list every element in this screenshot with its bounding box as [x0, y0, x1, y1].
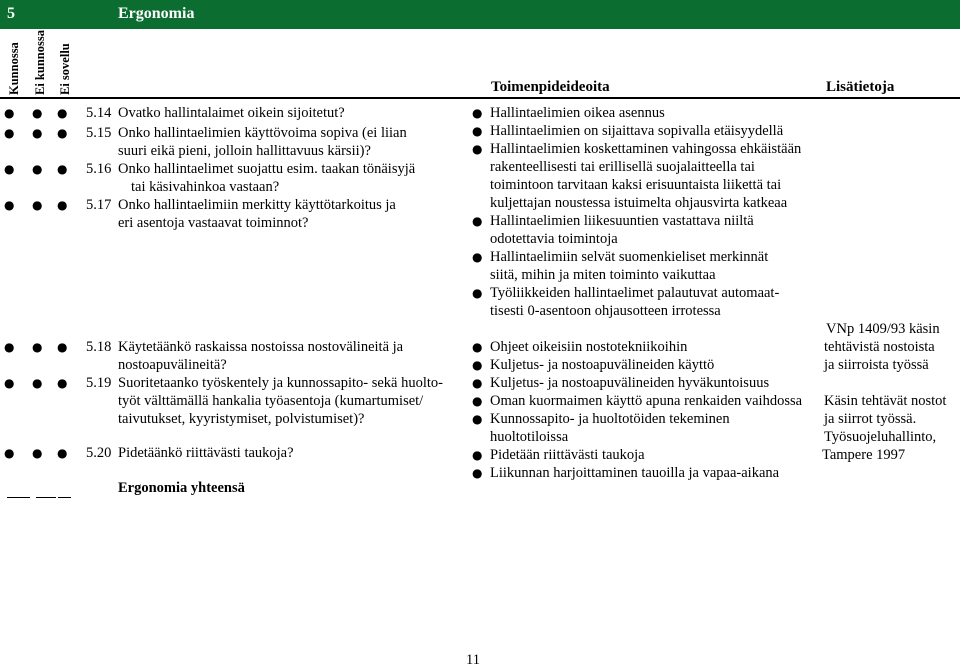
- action-bullet: ●: [472, 286, 483, 300]
- question-text-line: Onko hallintaelimet suojattu esim. taakan tönäisyjä: [118, 161, 416, 177]
- action-text: Kuljetus- ja nostoapuvälineiden käyttö: [490, 357, 715, 373]
- ei-sovellu-marker: ●: [57, 376, 68, 390]
- question-text-line: nostoapuvälineitä?: [118, 357, 227, 373]
- kunnossa-marker: ●: [4, 376, 15, 390]
- question-number: 5.15: [86, 125, 112, 141]
- action-text: rakenteellisesti tai erillisellä suojalaitteella tai: [490, 159, 755, 175]
- action-text: toimintoon tarvitaan kaksi erisuuntaista liikettä tai: [490, 177, 782, 193]
- question-number: 5.14: [86, 105, 112, 121]
- kunnossa-marker: ●: [4, 126, 15, 140]
- action-text: Hallintaelimien oikea asennus: [490, 105, 665, 121]
- question-text-line: Suoritetaanko työskentely ja kunnossapito- sekä huolto-: [118, 375, 443, 391]
- ei-kunnossa-marker: ●: [32, 106, 43, 120]
- ei-kunnossa-marker: ●: [32, 198, 43, 212]
- ei-sovellu-marker: ●: [57, 340, 68, 354]
- action-bullet: ●: [472, 412, 483, 426]
- column-header-ei-kunnossa: Ei kunnossa: [33, 30, 47, 95]
- question-number: 5.18: [86, 339, 112, 355]
- kunnossa-marker: ●: [4, 106, 15, 120]
- ei-sovellu-marker: ●: [57, 198, 68, 212]
- ei-kunnossa-marker: ●: [32, 376, 43, 390]
- column-header-toimenpideideoita: Toimenpideideoita: [491, 79, 610, 95]
- action-text: Oman kuormaimen käyttö apuna renkaiden vaihdossa: [490, 393, 803, 409]
- action-bullet: ●: [472, 106, 483, 120]
- action-bullet: ●: [472, 124, 483, 138]
- info-text-line: VNp 1409/93 käsin: [826, 321, 940, 337]
- action-text: tisesti 0-asentoon ohjausotteen irrotessa: [490, 303, 721, 319]
- action-bullet: ●: [472, 250, 483, 264]
- column-header-ei-sovellu: Ei sovellu: [58, 43, 72, 95]
- question-text-line: eri asentoja vastaavat toiminnot?: [118, 215, 309, 231]
- ei-kunnossa-marker: ●: [32, 126, 43, 140]
- question-number: 5.16: [86, 161, 112, 177]
- action-bullet: ●: [472, 466, 483, 480]
- action-text: Ohjeet oikeisiin nostotekniikoihin: [490, 339, 688, 355]
- question-text-line: Ovatko hallintalaimet oikein sijoitetut?: [118, 105, 345, 121]
- section-title: Ergonomia: [118, 5, 195, 22]
- question-text-line: Pidetäänkö riittävästi taukoja?: [118, 445, 294, 461]
- ei-sovellu-marker: ●: [57, 162, 68, 176]
- section-number: 5: [7, 5, 15, 22]
- question-number: 5.19: [86, 375, 112, 391]
- question-text-line: Käytetäänkö raskaissa nostoissa nostovälineitä ja: [118, 339, 404, 355]
- header-rule: [0, 97, 960, 99]
- action-bullet: ●: [472, 394, 483, 408]
- question-text-line: taivutukset, kyyristymiset, polvistumiset)?: [118, 411, 365, 427]
- action-text: Hallintaelimiin selvät suomenkieliset merkinnät: [490, 249, 769, 265]
- kunnossa-marker: ●: [4, 340, 15, 354]
- question-text-line: Onko hallintaelimien käyttövoima sopiva (ei liian: [118, 125, 407, 141]
- question-number: 5.17: [86, 197, 112, 213]
- action-text: Hallintaelimien koskettaminen vahingossa ehkäistään: [490, 141, 802, 157]
- action-text: Liikunnan harjoittaminen tauoilla ja vapaa-aikana: [490, 465, 780, 481]
- info-text-line: Tampere 1997: [822, 447, 906, 463]
- action-bullet: ●: [472, 358, 483, 372]
- kunnossa-marker: ●: [4, 198, 15, 212]
- ei-sovellu-marker: ●: [57, 106, 68, 120]
- action-bullet: ●: [472, 142, 483, 156]
- question-text-line: Onko hallintaelimiin merkitty käyttötarkoitus ja: [118, 197, 396, 213]
- ei-kunnossa-marker: ●: [32, 340, 43, 354]
- column-header-lisatietoja: Lisätietoja: [826, 79, 895, 95]
- section-header-bar: [0, 0, 960, 29]
- action-text: Hallintaelimien on sijaittava sopivalla etäisyydellä: [490, 123, 784, 139]
- action-text: siitä, mihin ja miten toiminto vaikuttaa: [490, 267, 716, 283]
- blank-line-ei-kunnossa: [36, 497, 56, 498]
- action-text: odotettavia toimintoja: [490, 231, 618, 247]
- info-text-line: Käsin tehtävät nostot: [824, 393, 947, 409]
- info-text-line: ja siirroista työssä: [824, 357, 929, 373]
- action-bullet: ●: [472, 376, 483, 390]
- ei-kunnossa-marker: ●: [32, 446, 43, 460]
- question-text-line: tai käsivahinkoa vastaan?: [131, 179, 280, 195]
- action-bullet: ●: [472, 340, 483, 354]
- question-number: 5.20: [86, 445, 112, 461]
- action-text: Kunnossapito- ja huoltotöiden tekeminen: [490, 411, 730, 427]
- page-number: 11: [466, 652, 480, 668]
- question-text-line: työt välttämällä hankalia työasentoja (kumartumiset/: [118, 393, 424, 409]
- blank-line-ei-sovellu: [58, 497, 71, 498]
- info-text-line: Työsuojeluhallinto,: [824, 429, 937, 445]
- info-text-line: tehtävistä nostoista: [824, 339, 935, 355]
- action-text: Pidetään riittävästi taukoja: [490, 447, 645, 463]
- ei-sovellu-marker: ●: [57, 126, 68, 140]
- kunnossa-marker: ●: [4, 162, 15, 176]
- action-bullet: ●: [472, 214, 483, 228]
- ei-sovellu-marker: ●: [57, 446, 68, 460]
- action-bullet: ●: [472, 448, 483, 462]
- ei-kunnossa-marker: ●: [32, 162, 43, 176]
- action-text: Työliikkeiden hallintaelimet palautuvat automaat-: [490, 285, 780, 301]
- blank-line-kunnossa: [7, 497, 30, 498]
- action-text: kuljettajan noustessa istuimelta ohjausvirta katkeaa: [490, 195, 788, 211]
- column-header-kunnossa: Kunnossa: [7, 42, 21, 95]
- action-text: Kuljetus- ja nostoapuvälineiden hyväkuntoisuus: [490, 375, 770, 391]
- total-label: Ergonomia yhteensä: [118, 480, 245, 496]
- info-text-line: ja siirrot työssä.: [824, 411, 917, 427]
- kunnossa-marker: ●: [4, 446, 15, 460]
- action-text: huoltotiloissa: [490, 429, 569, 445]
- action-text: Hallintaelimien liikesuuntien vastattava niiltä: [490, 213, 754, 229]
- question-text-line: suuri eikä pieni, jolloin hallittavuus kärsii)?: [118, 143, 371, 159]
